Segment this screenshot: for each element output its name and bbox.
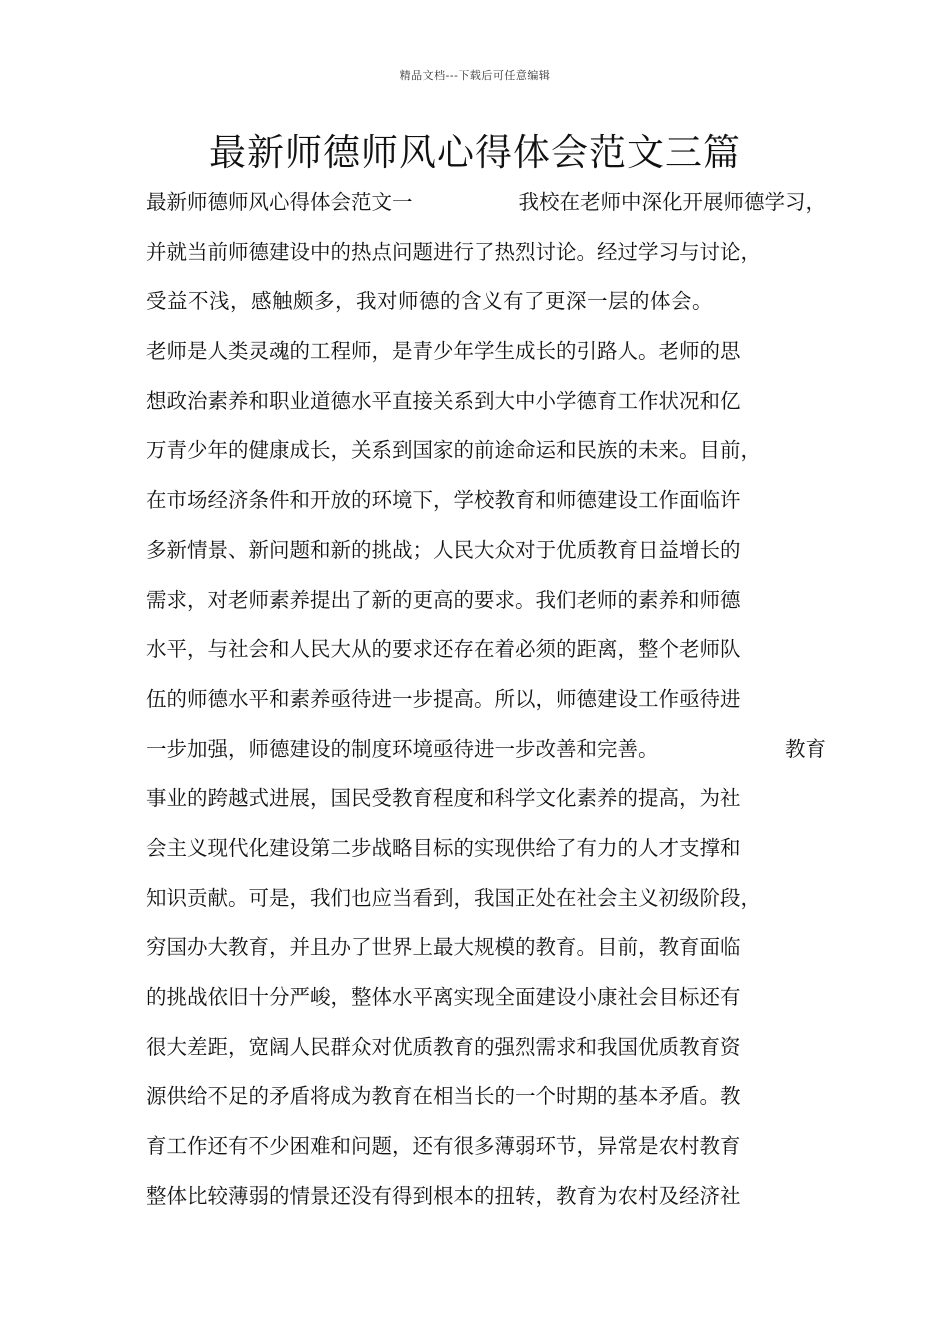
text-line — [146, 973, 826, 1023]
text-line — [146, 824, 826, 874]
text-segment: 一步加强，师德建设的制度环境亟待进一步改善和完善。 — [146, 736, 659, 761]
text-segment: 知识贡献。可是，我们也应当看到，我国正处在社会主义初级阶段， — [146, 885, 761, 910]
text-segment: 想政治素养和职业道德水平直接关系到大中小学德育工作状况和亿 — [146, 388, 741, 413]
text-line — [146, 228, 826, 278]
text-line — [146, 1172, 826, 1222]
text-segment: 很大差距，宽阔人民群众对优质教育的强烈需求和我国优质教育资 — [146, 1034, 741, 1059]
text-segment: 事业的跨越式进展，国民受教育程度和科学文化素养的提高，为社 — [146, 786, 741, 811]
text-line — [146, 277, 826, 327]
text-line — [146, 526, 826, 576]
text-segment: 并就当前师德建设中的热点问题进行了热烈讨论。经过学习与讨论， — [146, 239, 761, 264]
text-line — [146, 178, 826, 228]
section-heading: 最新师德师风心得体会范文一 — [146, 190, 413, 214]
text-line — [146, 327, 826, 377]
text-line — [146, 625, 826, 675]
text-line — [146, 675, 826, 725]
text-segment: 受益不浅，感触颇多，我对师德的含义有了更深一层的体会。 — [146, 289, 713, 314]
text-line — [146, 476, 826, 526]
text-segment: 我校在老师中深化开展师德学习， — [518, 190, 826, 214]
text-segment: 育工作还有不少困难和问题，还有很多薄弱环节，异常是农村教育 — [146, 1134, 741, 1159]
text-segment: 整体比较薄弱的情景还没有得到根本的扭转，教育为农村及经济社 — [146, 1183, 741, 1208]
text-line — [146, 1072, 826, 1122]
text-segment: 源供给不足的矛盾将成为教育在相当长的一个时期的基本矛盾。教 — [146, 1084, 741, 1109]
text-line — [146, 874, 826, 924]
body-text — [146, 178, 826, 1221]
text-segment: 穷国办大教育，并且办了世界上最大规模的教育。目前，教育面临 — [146, 935, 741, 960]
text-segment: 在市场经济条件和开放的环境下，学校教育和师德建设工作面临许 — [146, 488, 741, 513]
text-segment: 多新情景、新问题和新的挑战；人民大众对于优质教育日益增长的 — [146, 537, 741, 562]
text-segment: 的挑战依旧十分严峻，整体水平离实现全面建设小康社会目标还有 — [146, 985, 741, 1009]
text-segment: 需求，对老师素养提出了新的更高的要求。我们老师的素养和师德 — [146, 587, 741, 612]
text-segment: 伍的师德水平和素养亟待进一步提高。所以，师德建设工作亟待进 — [146, 686, 741, 711]
text-segment: 万青少年的健康成长，关系到国家的前途命运和民族的未来。目前， — [146, 438, 761, 463]
header-note: 精品文档---下载后可任意编辑 — [399, 69, 551, 82]
text-segment: 会主义现代化建设第二步战略目标的实现供给了有力的人才支撑和 — [146, 835, 741, 860]
text-segment: 水平，与社会和人民大从的要求还存在着必须的距离，整个老师队 — [146, 637, 741, 662]
text-line — [146, 774, 826, 824]
text-segment: 教育 — [785, 736, 826, 761]
text-line — [146, 1122, 826, 1172]
document-title: 最新师德师风心得体会范文三篇 — [209, 131, 741, 174]
text-segment: 老师是人类灵魂的工程师，是青少年学生成长的引路人。老师的思 — [146, 339, 741, 364]
text-line — [146, 377, 826, 427]
text-line — [146, 1023, 826, 1073]
text-line — [146, 923, 826, 973]
text-line — [146, 576, 826, 626]
text-line — [146, 725, 826, 775]
text-line — [146, 426, 826, 476]
